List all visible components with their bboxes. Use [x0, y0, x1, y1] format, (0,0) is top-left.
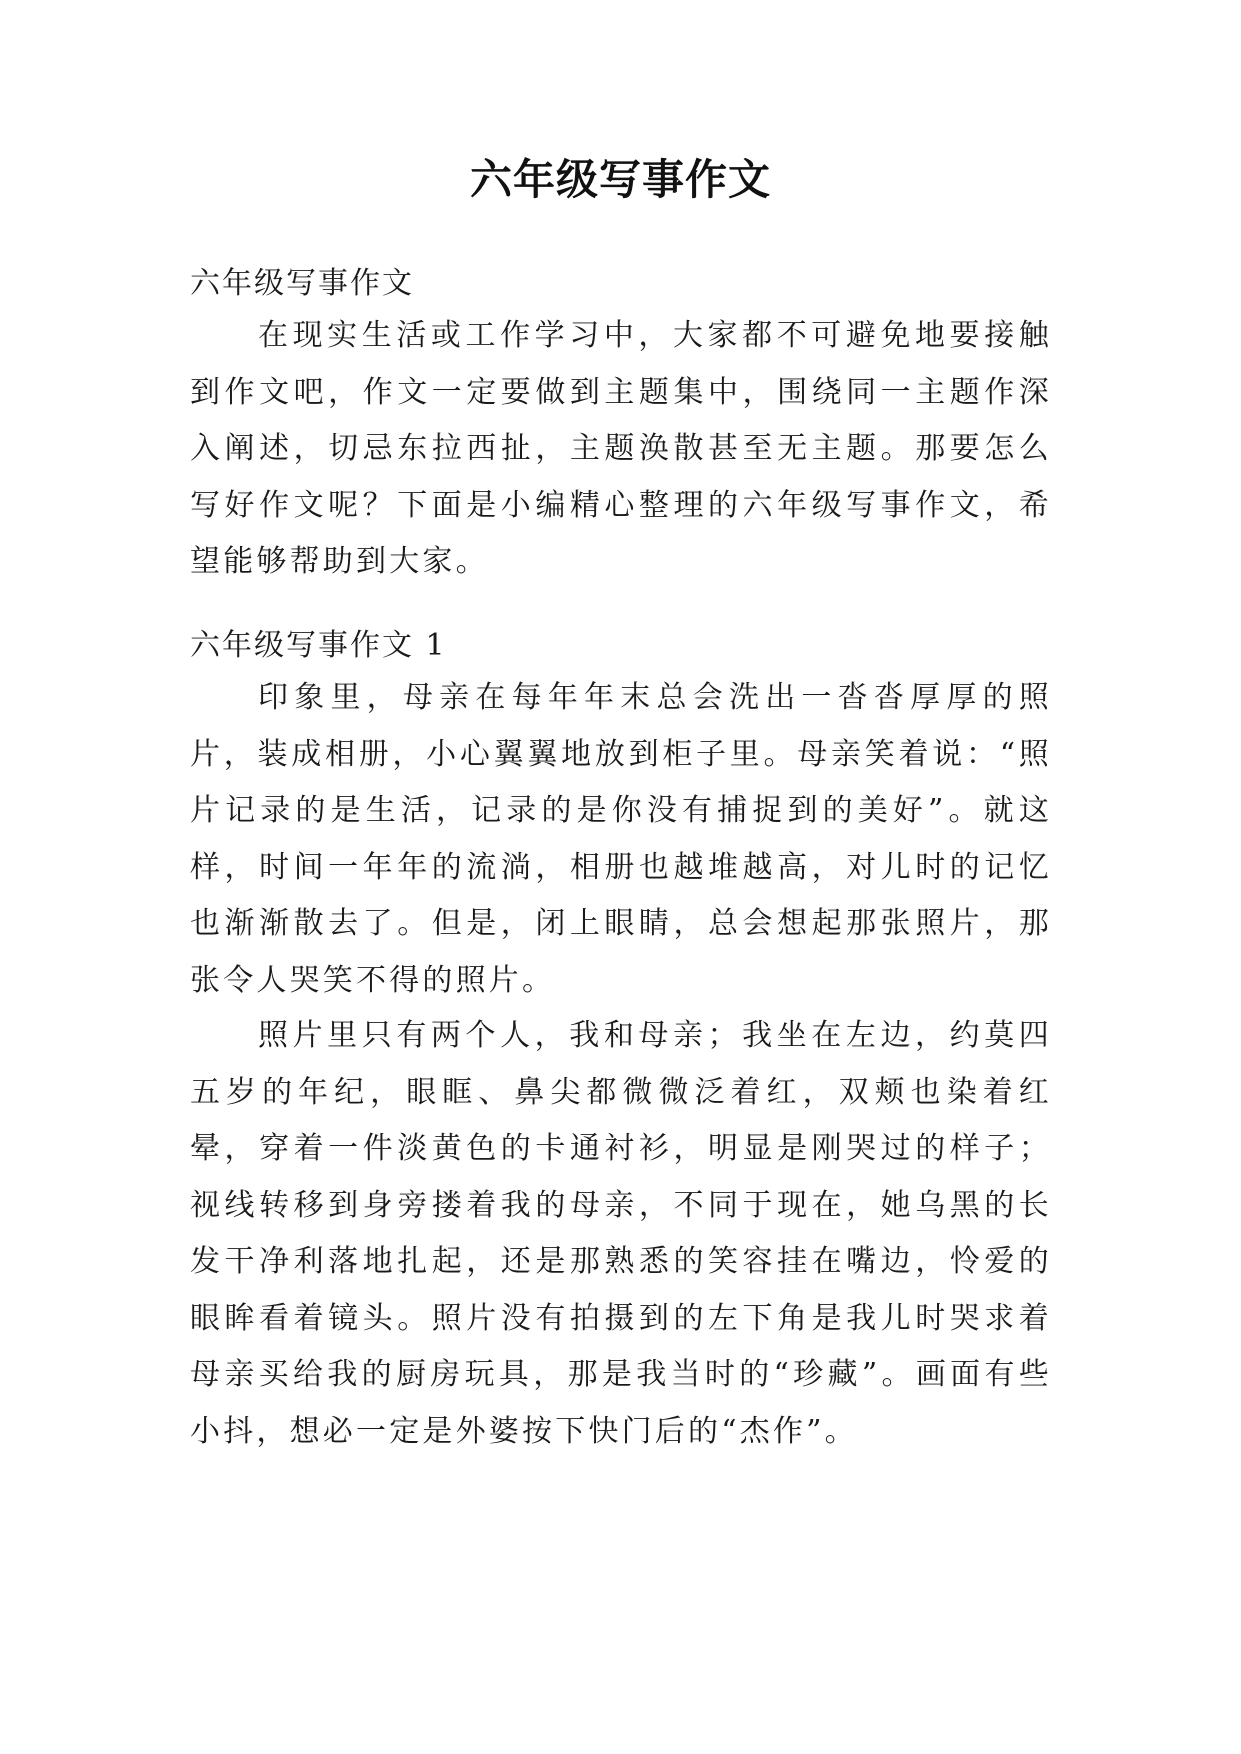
essay-paragraph-1: 印象里，母亲在每年年末总会洗出一沓沓厚厚的照片，装成相册，小心翼翼地放到柜子里。母亲笑着说：“照片记录的是生活，记录的是你没有捕捉到的美好”。就这样，时间一年年的流淌，相册也越堆越高，对儿时的记忆也渐渐散去了。但是，闭上眼睛，总会想起那张照片，那张令人哭笑不得的照片。 [190, 680, 1052, 998]
intro-paragraph: 在现实生活或工作学习中，大家都不可避免地要接触到作文吧，作文一定要做到主题集中，围绕同一主题作深入阐述，切忌东拉西扯，主题涣散甚至无主题。那要怎么写好作文呢？下面是小编精心整理的六年级写事作文，希望能够帮助到大家。 [190, 318, 1052, 579]
essay-heading: 六年级写事作文 1 [190, 628, 447, 663]
document-title: 六年级写事作文 [469, 155, 771, 204]
essay-paragraph-2: 照片里只有两个人，我和母亲；我坐在左边，约莫四五岁的年纪，眼眶、鼻尖都微微泛着红，双颊也染着红晕，穿着一件淡黄色的卡通衬衫，明显是刚哭过的样子；视线转移到身旁搂着我的母亲，不同于现在，她乌黑的长发干净利落地扎起，还是那熟悉的笑容挂在嘴边，怜爱的眼眸看着镜头。照片没有拍摄到的左下角是我儿时哭求着母亲买给我的厨房玩具，那是我当时的“珍藏”。画面有些小抖，想必一定是外婆按下快门后的“杰作”。 [190, 1018, 1052, 1449]
intro-heading: 六年级写事作文 [190, 266, 414, 301]
